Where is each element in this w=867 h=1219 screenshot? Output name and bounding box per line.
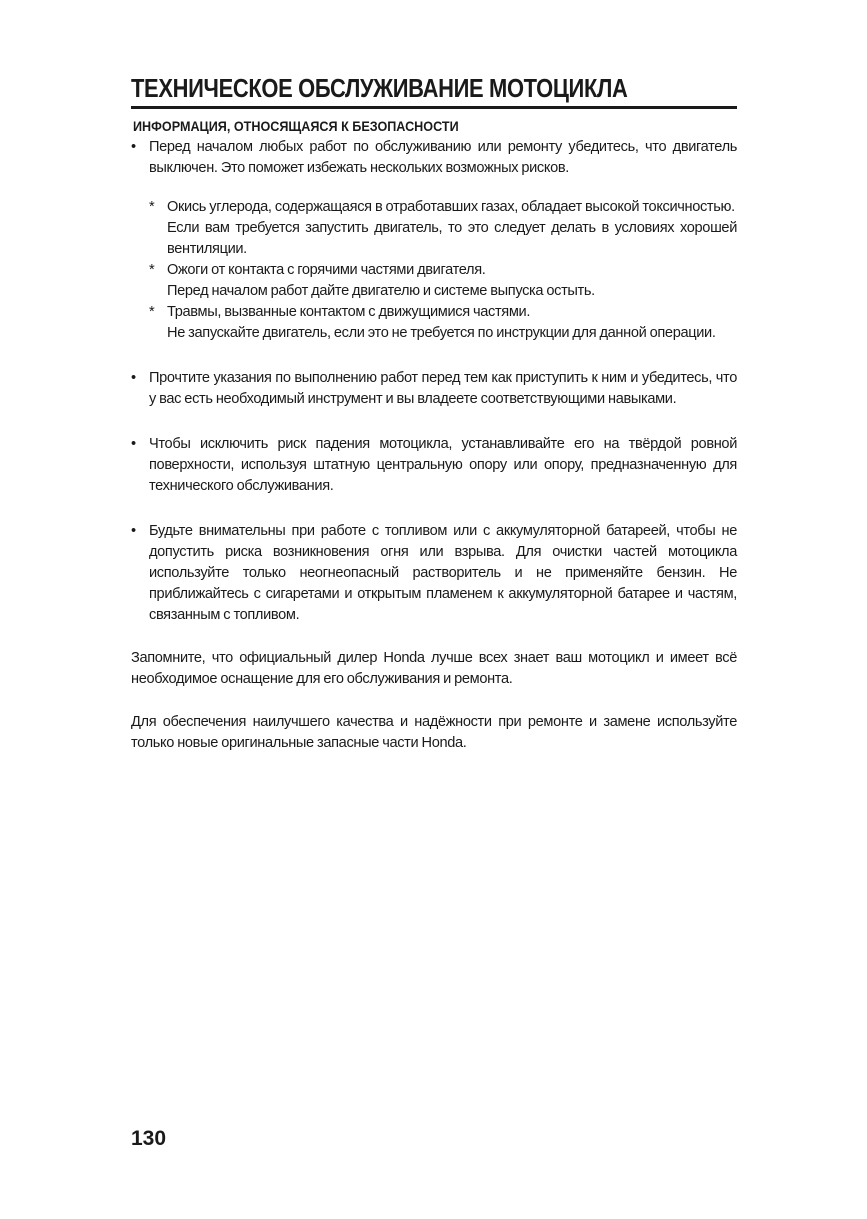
- section-heading: ИНФОРМАЦИЯ, ОТНОСЯЩАЯСЯ К БЕЗОПАСНОСТИ: [133, 118, 459, 134]
- note-marker: *: [149, 199, 155, 215]
- bullet-text: Перед началом любых работ по обслуживанию или ремонту убедитесь, что двигатель выключен. Это поможет избежать нескольких возможных рисков.: [149, 139, 737, 176]
- bullet-text: Прочтите указания по выполнению работ перед тем как приступить к ним и убедитесь, что у вас есть необходимый инструмент и вы владеете соответствующими навыками.: [149, 370, 737, 407]
- document-body: [131, 137, 737, 754]
- paragraph: Для обеспечения наилучшего качества и надёжности при ремонте и замене используйте только новые оригинальные запасные части Honda.: [131, 714, 737, 751]
- bullet-item: [131, 368, 737, 410]
- bullet-item: [131, 137, 737, 179]
- note-item: [131, 302, 737, 344]
- bullet-item: [131, 434, 737, 497]
- bullet-marker: •: [131, 436, 136, 452]
- title-underline: [131, 106, 737, 109]
- page-title: ТЕХНИЧЕСКОЕ ОБСЛУЖИВАНИЕ МОТОЦИКЛА: [131, 75, 628, 103]
- note-line: Окись углерода, содержащаяся в отработавших газах, обладает высокой токсичностью.: [167, 199, 735, 215]
- bullet-text: Чтобы исключить риск падения мотоцикла, устанавливайте его на твёрдой ровной поверхности, используя штатную центральную опору или опору, предназначенную для технического обслуживания.: [149, 436, 737, 494]
- note-item: [131, 260, 737, 302]
- paragraph: Запомните, что официальный дилер Honda лучше всех знает ваш мотоцикл и имеет всё необходимое оснащение для его обслуживания и ремонта.: [131, 650, 737, 687]
- note-marker: *: [149, 262, 155, 278]
- note-line: Если вам требуется запустить двигатель, то это следует делать в условиях хорошей вентиляции.: [167, 220, 737, 257]
- note-line: Ожоги от контакта с горячими частями двигателя.: [167, 262, 486, 278]
- bullet-marker: •: [131, 139, 136, 155]
- bullet-text: Будьте внимательны при работе с топливом или с аккумуляторной батареей, чтобы не допустить риска возникновения огня или взрыва. Для очистки частей мотоцикла используйте только неогнеопасный растворитель и не применяйте бензин. Не приближайтесь с сигаретами и открытым пламенем к аккумуляторной батарее и частям, связанным с топливом.: [149, 523, 737, 623]
- note-line: Перед началом работ дайте двигателю и системе выпуска остыть.: [167, 283, 595, 299]
- bullet-item: [131, 521, 737, 626]
- note-line: Не запускайте двигатель, если это не требуется по инструкции для данной операции.: [167, 325, 716, 341]
- bullet-marker: •: [131, 370, 136, 386]
- page-number: 130: [131, 1127, 167, 1150]
- note-item: [131, 197, 737, 260]
- bullet-marker: •: [131, 523, 136, 539]
- note-marker: *: [149, 304, 155, 320]
- note-line: Травмы, вызванные контактом с движущимися частями.: [167, 304, 531, 320]
